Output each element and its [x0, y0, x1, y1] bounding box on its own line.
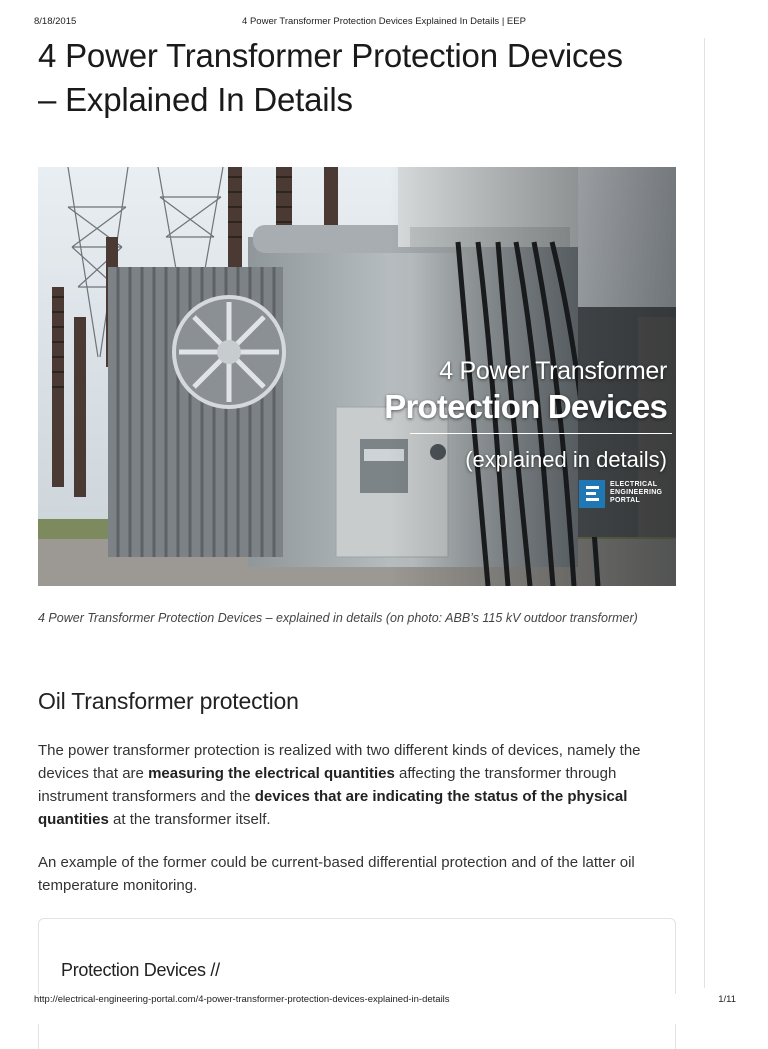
- article-title: [38, 34, 678, 122]
- hero-image[interactable]: [38, 167, 676, 586]
- print-date: 8/18/2015: [34, 16, 77, 27]
- box-title: Protection Devices //: [61, 960, 220, 980]
- section-heading: Oil Transformer protection: [38, 688, 299, 714]
- hero-overlay-line1: 4 Power Transformer: [439, 357, 667, 385]
- eep-logo-text: ELECTRICAL ENGINEERING PORTAL: [610, 481, 663, 504]
- bold-measuring: measuring the electrical quantities: [148, 765, 395, 782]
- print-footer: [0, 994, 768, 1024]
- article-title-line1: 4 Power Transformer Protection Devices: [38, 37, 623, 74]
- protection-devices-box: [38, 918, 676, 1049]
- hero-overlay-line3: (explained in details): [465, 447, 667, 472]
- article-title-line2: – Explained In Details: [38, 81, 353, 118]
- hero-overlay-line2: Protection Devices: [384, 388, 667, 425]
- image-caption: 4 Power Transformer Protection Devices – explained in details (on photo: ABB’s 115 kV outdoor transformer): [38, 611, 638, 625]
- eep-logo-icon: [579, 480, 605, 508]
- paragraph-1: The power transformer protection is realized with two different kinds of devices, namely the devices that are measuring the electrical quantities affecting the transformer through instrument transformers and the devices that are indicating the status of the physical quantities at the transformer itself.: [38, 742, 641, 828]
- bold-devices-indicating: devices that are indicating the status of the physical quantities: [38, 788, 628, 828]
- article: [38, 34, 678, 980]
- page-number: 1/11: [718, 994, 736, 1005]
- print-header: [0, 16, 768, 30]
- page-right-divider: [704, 38, 705, 988]
- print-doc-title: 4 Power Transformer Protection Devices Explained In Details | EEP: [242, 16, 526, 27]
- paragraph-2: An example of the former could be current-based differential protection and of the latter oil temperature monitoring.: [38, 854, 635, 894]
- hero-overlay-divider: [410, 433, 672, 434]
- eep-logo: [579, 480, 676, 510]
- footer-url[interactable]: http://electrical-engineering-portal.com/4-power-transformer-protection-devices-explained-in-details: [34, 994, 450, 1005]
